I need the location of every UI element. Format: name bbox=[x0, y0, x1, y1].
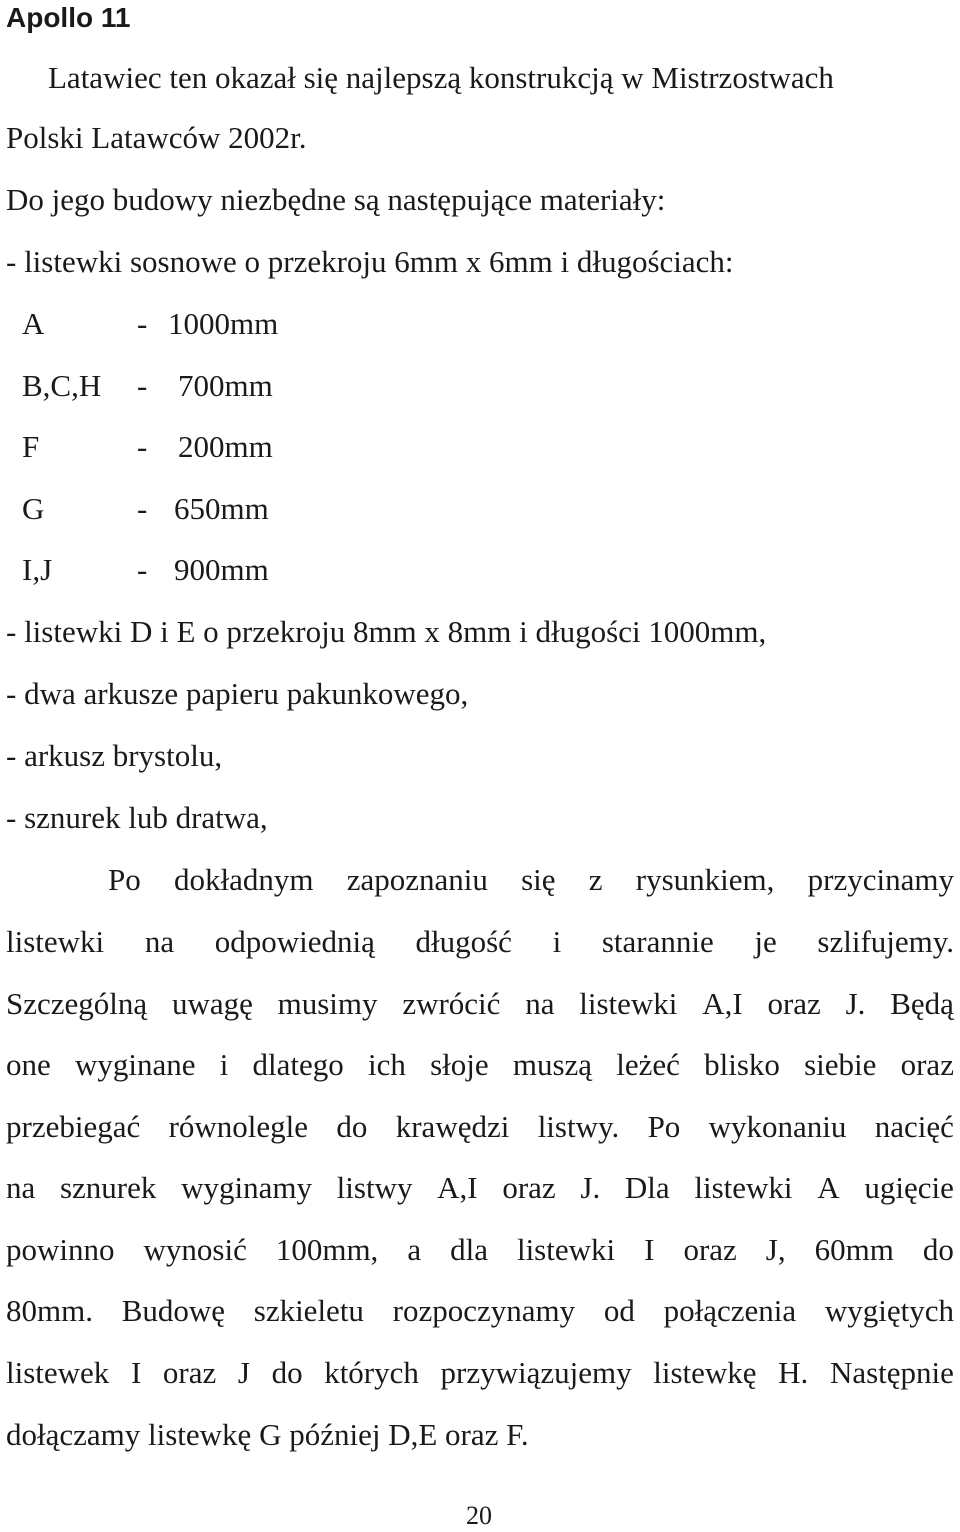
dimension-dash: - bbox=[137, 552, 148, 587]
dimension-value: 650mm bbox=[174, 491, 269, 526]
document-title: Apollo 11 bbox=[6, 2, 131, 33]
dimension-dash: - bbox=[137, 491, 148, 526]
dimension-value: 900mm bbox=[174, 552, 269, 587]
instructions-line: 80mm. Budowę szkieletu rozpoczynamy od połączenia wygiętych bbox=[6, 1293, 954, 1328]
materials-item: - arkusz brystolu, bbox=[6, 738, 223, 773]
dimension-dash: - bbox=[137, 368, 148, 403]
instructions-line: listewki na odpowiednią długość i starannie je szlifujemy. bbox=[6, 924, 954, 959]
materials-item: - sznurek lub dratwa, bbox=[6, 800, 268, 835]
page-number: 20 bbox=[466, 1501, 492, 1530]
dimension-value: 700mm bbox=[178, 368, 273, 403]
intro-line-1: Latawiec ten okazał się najlepszą konstrukcją w Mistrzostwach bbox=[48, 60, 834, 95]
dimension-label: I,J bbox=[22, 552, 53, 587]
instructions-line-last: dołączamy listewkę G później D,E oraz F. bbox=[6, 1417, 529, 1452]
instructions-line: Po dokładnym zapoznaniu się z rysunkiem, przycinamy bbox=[108, 862, 954, 897]
dimension-value: 200mm bbox=[178, 429, 273, 464]
dimension-label: A bbox=[22, 306, 45, 341]
instructions-line: Szczególną uwagę musimy zwrócić na listewki A,I oraz J. Będą bbox=[6, 986, 954, 1021]
materials-item: - dwa arkusze papieru pakunkowego, bbox=[6, 676, 469, 711]
instructions-line: powinno wynosić 100mm, a dla listewki I oraz J, 60mm do bbox=[6, 1232, 954, 1267]
dimension-value: 1000mm bbox=[168, 306, 279, 341]
dimension-label: G bbox=[22, 491, 45, 526]
dimension-label: F bbox=[22, 429, 40, 464]
intro-line-3: Do jego budowy niezbędne są następujące materiały: bbox=[6, 182, 666, 217]
dimension-dash: - bbox=[137, 429, 148, 464]
intro-line-2: Polski Latawców 2002r. bbox=[6, 120, 307, 155]
intro-line-4: - listewki sosnowe o przekroju 6mm x 6mm i długościach: bbox=[6, 244, 734, 279]
instructions-line: na sznurek wyginamy listwy A,I oraz J. Dla listewki A ugięcie bbox=[6, 1170, 954, 1205]
materials-item: - listewki D i E o przekroju 8mm x 8mm i długości 1000mm, bbox=[6, 614, 767, 649]
instructions-line: przebiegać równolegle do krawędzi listwy. Po wykonaniu nacięć bbox=[6, 1109, 954, 1144]
dimension-dash: - bbox=[137, 306, 148, 341]
instructions-line: listewek I oraz J do których przywiązujemy listewkę H. Następnie bbox=[6, 1355, 954, 1390]
dimension-label: B,C,H bbox=[22, 368, 102, 403]
instructions-line: one wyginane i dlatego ich słoje muszą leżeć blisko siebie oraz bbox=[6, 1047, 954, 1082]
